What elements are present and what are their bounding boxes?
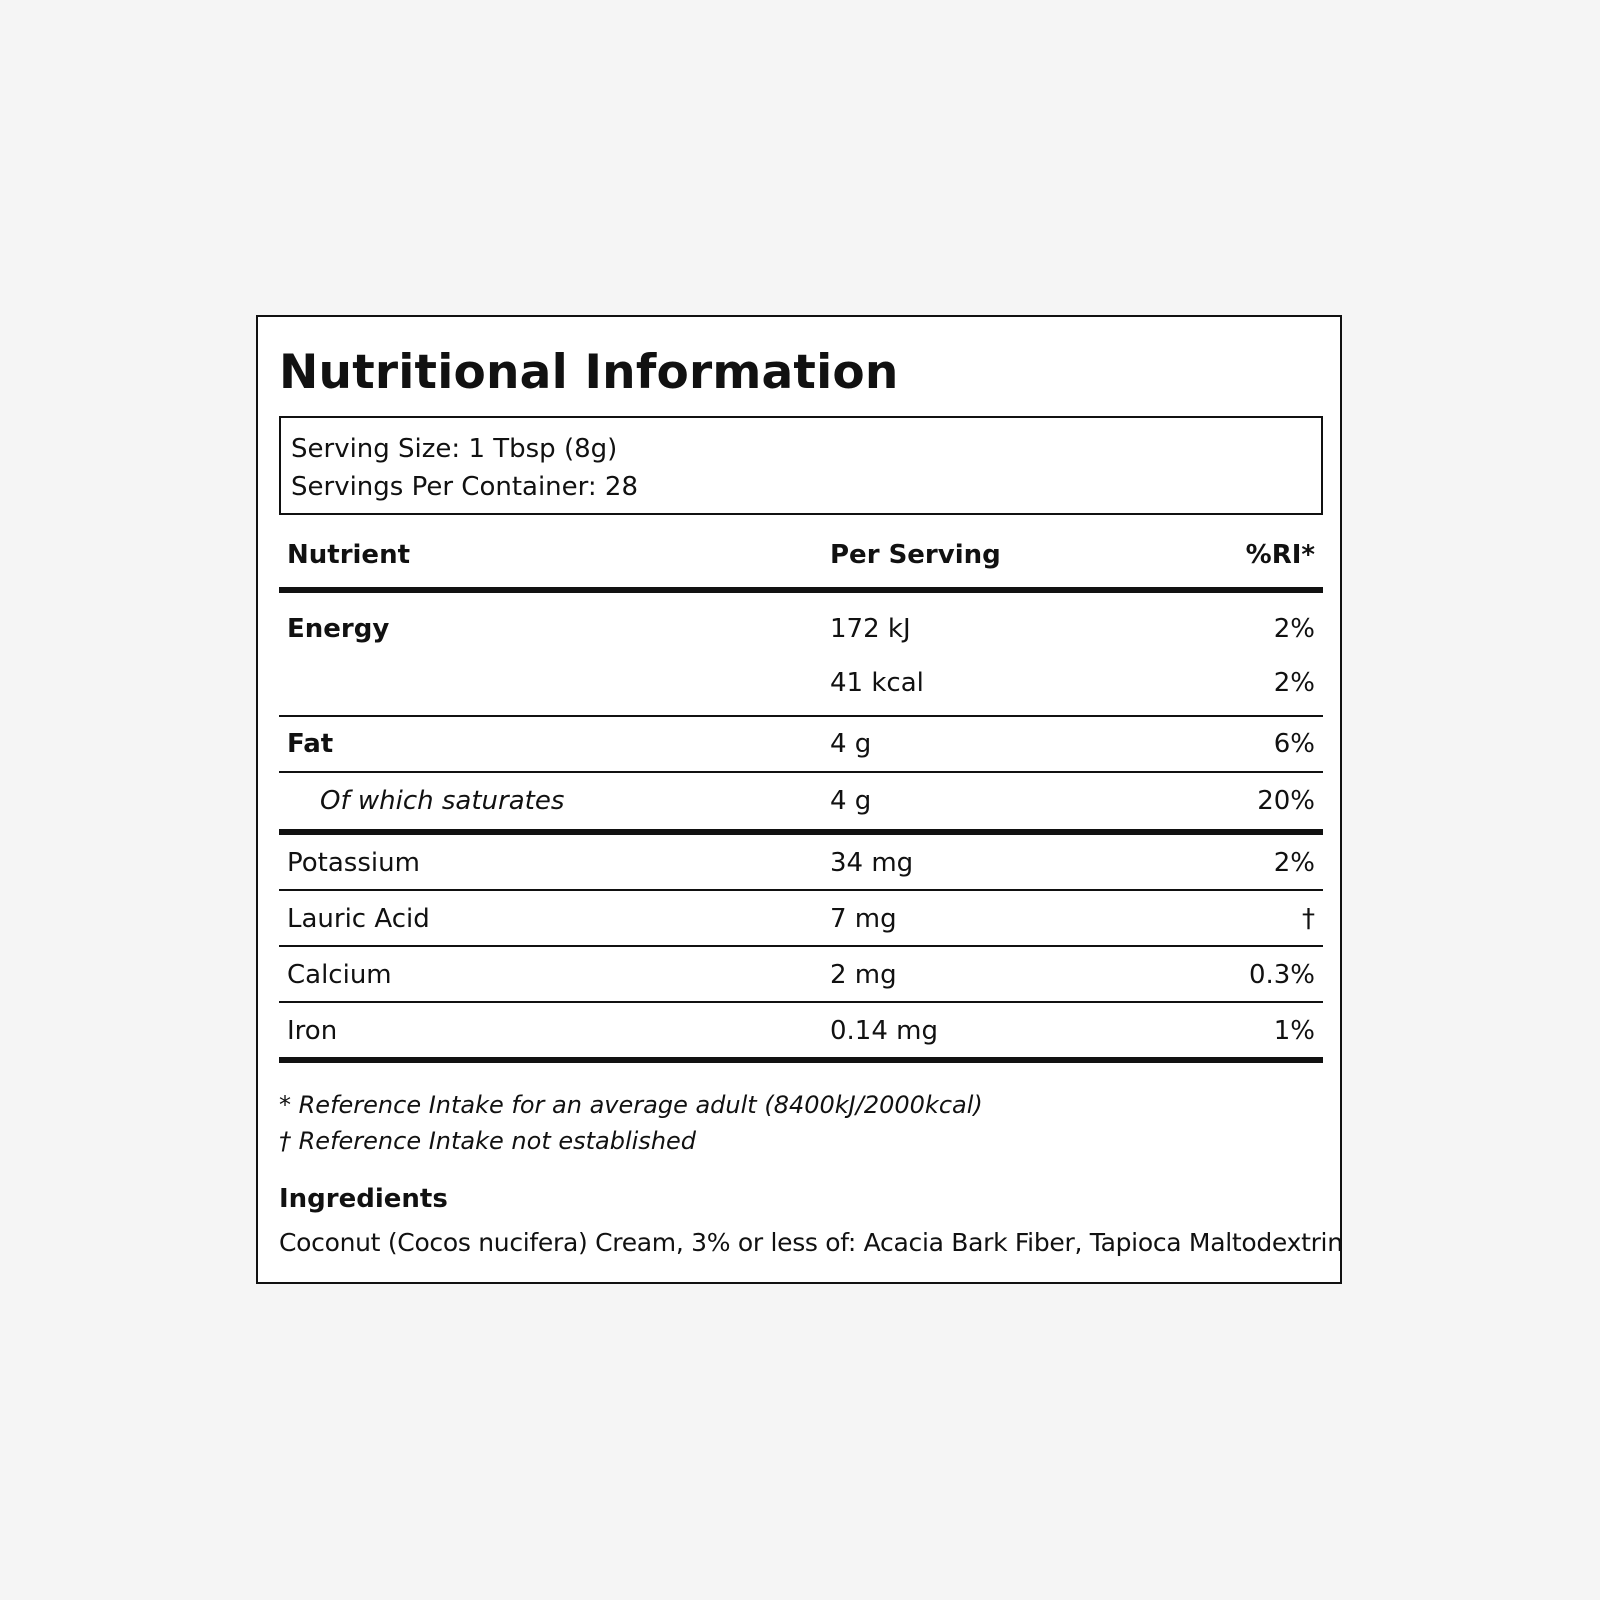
ingredients-title: Ingredients: [279, 1184, 448, 1214]
saturates-ri: 20%: [1257, 786, 1315, 816]
table-row-saturates: [279, 773, 1323, 835]
lauric-acid-ri: †: [1302, 904, 1315, 934]
nutrition-table: [279, 515, 1323, 1063]
table-row-lauric-acid: [279, 891, 1323, 947]
lauric-acid-amount: 7 mg: [830, 904, 897, 934]
iron-ri: 1%: [1273, 1016, 1315, 1046]
header-nutrient: Nutrient: [287, 540, 411, 570]
fat-amount: 4 g: [830, 729, 872, 759]
saturates-name: Of which saturates: [320, 786, 565, 816]
iron-name: Iron: [287, 1016, 338, 1046]
potassium-name: Potassium: [287, 848, 420, 878]
ingredients-text: Coconut (Cocos nucifera) Cream, 3% or less of: Acacia Bark Fiber, Tapioca Maltodextrin: [279, 1228, 1343, 1257]
saturates-amount: 4 g: [830, 786, 872, 816]
iron-amount: 0.14 mg: [830, 1016, 938, 1046]
page-title: Nutritional Information: [279, 345, 899, 400]
energy-kcal-amount: 41 kcal: [830, 668, 924, 698]
footnote-reference-intake: * Reference Intake for an average adult (8400kJ/2000kcal): [279, 1091, 983, 1119]
potassium-amount: 34 mg: [830, 848, 914, 878]
energy-kcal-ri: 2%: [1273, 668, 1315, 698]
nutrition-label: [256, 315, 1342, 1284]
table-row-fat: [279, 717, 1323, 773]
calcium-name: Calcium: [287, 960, 392, 990]
fat-ri: 6%: [1273, 729, 1315, 759]
energy-name: Energy: [287, 614, 390, 644]
table-row-energy: [279, 593, 1323, 717]
serving-size: Serving Size: 1 Tbsp (8g): [291, 434, 618, 464]
header-per-serving: Per Serving: [830, 540, 1001, 570]
serving-info-box: [279, 416, 1323, 515]
footnote-not-established: † Reference Intake not established: [279, 1127, 697, 1155]
servings-per-container: Servings Per Container: 28: [291, 472, 639, 502]
table-row-calcium: [279, 947, 1323, 1003]
table-row-iron: [279, 1003, 1323, 1063]
table-header-row: [279, 515, 1323, 593]
header-ri: %RI*: [1245, 540, 1315, 570]
footnotes: [279, 1087, 983, 1159]
energy-kj-ri: 2%: [1273, 614, 1315, 644]
energy-kj-amount: 172 kJ: [830, 614, 911, 644]
calcium-amount: 2 mg: [830, 960, 897, 990]
calcium-ri: 0.3%: [1248, 960, 1315, 990]
fat-name: Fat: [287, 729, 334, 759]
table-row-potassium: [279, 835, 1323, 891]
potassium-ri: 2%: [1273, 848, 1315, 878]
lauric-acid-name: Lauric Acid: [287, 904, 430, 934]
